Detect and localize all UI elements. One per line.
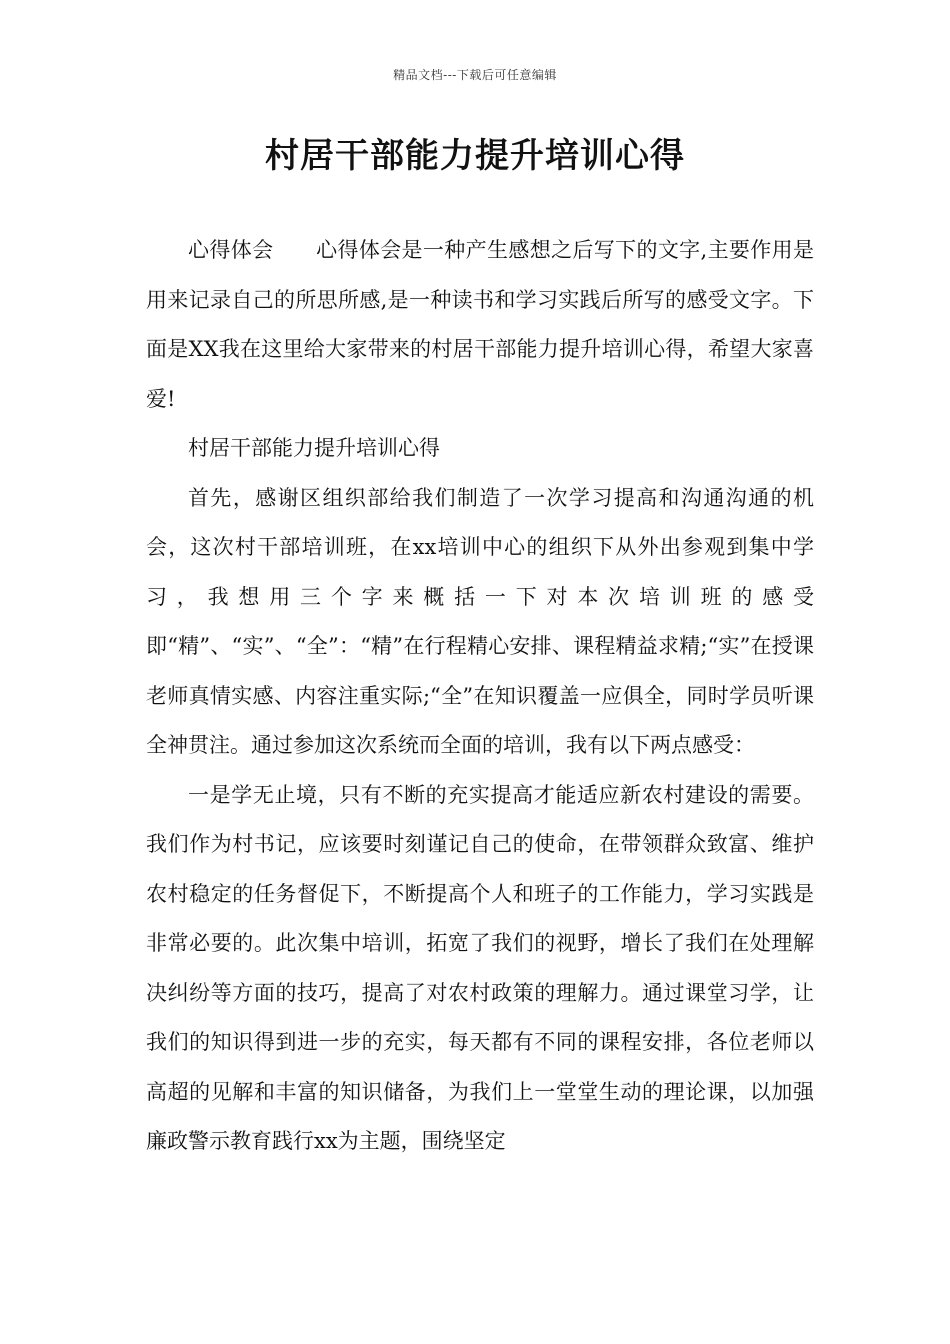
paragraph-first: 首先，感谢区组织部给我们制造了一次学习提高和沟通沟通的机会，这次村干部培训班，在xx培训中心的组织下从外出参观到集中学习，我想用三个字来概括一下对本次培训班的感受即“精”、“实”、“全”：“精”在行程精心安排、课程精益求精;“实”在授课老师真情实感、内容注重实际;“全”在知识覆盖一应俱全，同时学员听课全神贯注。通过参加这次系统而全面的培训，我有以下两点感受： (146, 485, 814, 757)
paragraph-subtitle: 村居干部能力提升培训心得 (188, 436, 440, 460)
document-body (146, 226, 814, 1167)
page-header-note: 精品文档---下载后可任意编辑 (393, 68, 557, 82)
paragraph-intro: 心得体会 心得体会是一种产生感想之后写下的文字,主要作用是用来记录自己的所思所感,是一种读书和学习实践后所写的感受文字。下面是XX我在这里给大家带来的村居干部能力提升培训心得，希望大家喜爱! (146, 238, 814, 411)
document-title: 村居干部能力提升培训心得 (265, 136, 685, 176)
paragraph-second: 一是学无止境，只有不断的充实提高才能适应新农村建设的需要。我们作为村书记，应该要时刻谨记自己的使命，在带领群众致富、维护农村稳定的任务督促下，不断提高个人和班子的工作能力，学习实践是非常必要的。此次集中培训，拓宽了我们的视野，增长了我们在处理解决纠纷等方面的技巧，提高了对农村政策的理解力。通过课堂习学，让我们的知识得到进一步的充实，每天都有不同的课程安排，各位老师以高超的见解和丰富的知识储备，为我们上一堂堂生动的理论课，以加强廉政警示教育践行xx为主题，围绕坚定 (146, 782, 814, 1153)
